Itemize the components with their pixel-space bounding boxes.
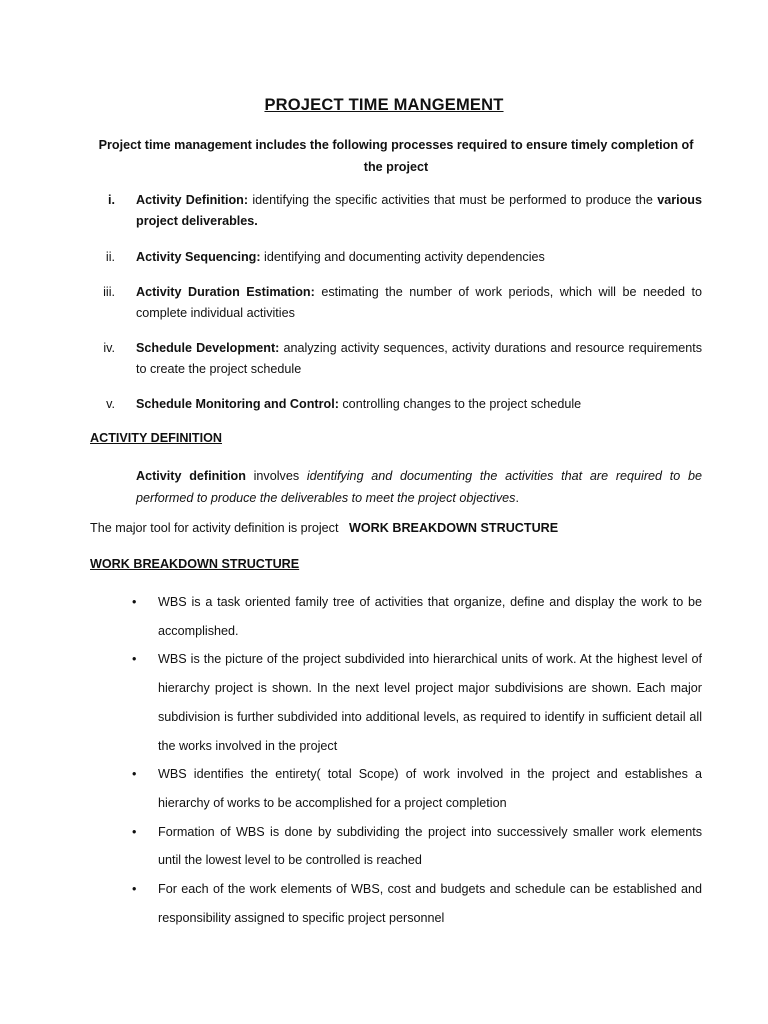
process-description: analyzing activity sequences, activity durations and resource requirements to create the project schedule <box>136 341 703 376</box>
list-item-text: WBS identifies the entirety( total Scope) of work involved in the project and establishes a hierarchy of works to be accomplished for a project completion <box>158 767 702 810</box>
activity-definition-verb: involves <box>245 469 307 483</box>
bullet-icon: • <box>132 767 137 782</box>
process-number: iii. <box>103 285 115 299</box>
process-description: identifying and documenting activity dependencies <box>260 250 545 264</box>
bullet-icon: • <box>132 824 137 839</box>
process-number: v. <box>106 397 115 411</box>
list-item <box>90 588 702 645</box>
process-description-bold: various project deliverables. <box>136 193 703 228</box>
process-description: controlling changes to the project schedule <box>338 397 582 411</box>
process-term: Activity Definition: <box>136 193 249 207</box>
activity-definition-term: Activity definition <box>136 469 246 483</box>
list-item-text: For each of the work elements of WBS, cost and budgets and schedule can be established and responsibility assigned to specific project personnel <box>158 882 702 925</box>
list-item-text: WBS is a task oriented family tree of activities that organize, define and display the work to be accomplished. <box>158 595 702 638</box>
activity-definition-end: . <box>515 491 519 505</box>
list-item <box>90 875 702 932</box>
process-number: iv. <box>103 341 115 355</box>
major-tool-line <box>90 521 702 535</box>
wbs-bullet-list <box>90 588 702 932</box>
process-item <box>90 282 702 324</box>
process-item <box>90 338 702 380</box>
process-number: i. <box>108 193 115 207</box>
process-number: ii. <box>105 250 115 264</box>
list-item <box>90 760 702 817</box>
process-term: Activity Duration Estimation: <box>136 285 315 299</box>
bullet-icon: • <box>132 882 137 897</box>
list-item <box>90 645 702 760</box>
section-heading-activity-definition: ACTIVITY DEFINITION <box>90 431 223 445</box>
major-tool-text: The major tool for activity definition is project <box>90 521 349 535</box>
bullet-icon: • <box>132 652 137 667</box>
process-term: Activity Sequencing: <box>136 250 261 264</box>
section-heading-wbs: WORK BREAKDOWN STRUCTURE <box>90 557 300 571</box>
process-description: identifying the specific activities that must be performed to produce the <box>248 193 658 207</box>
list-item <box>90 818 702 875</box>
major-tool-bold: WORK BREAKDOWN STRUCTURE <box>348 521 559 535</box>
document-title: PROJECT TIME MANGEMENT <box>264 96 504 114</box>
activity-definition-paragraph <box>136 465 702 509</box>
process-item <box>90 190 702 232</box>
process-term: Schedule Monitoring and Control: <box>136 397 339 411</box>
process-term: Schedule Development: <box>136 341 280 355</box>
bullet-icon: • <box>132 595 137 609</box>
process-item <box>90 394 702 415</box>
process-item <box>90 247 702 268</box>
list-item-text: Formation of WBS is done by subdividing the project into successively smaller work elements until the lowest level to be controlled is reached <box>158 824 702 868</box>
process-description: estimating the number of work periods, which will be needed to complete individual activities <box>136 285 702 320</box>
activity-definition-italic: identifying and documenting the activities that are required to be performed to produce the deliverables to meet the project objectives <box>136 469 703 505</box>
intro-paragraph: Project time management includes the following processes required to ensure timely completion of the project <box>98 138 694 174</box>
list-item-text: WBS is the picture of the project subdivided into hierarchical units of work. At the highest level of hierarchy project is shown. In the next level project major subdivisions are shown. Each major subdivision is further subdivided into additional levels, as required to identify in sufficient detail all the works involved in the project <box>158 652 702 753</box>
